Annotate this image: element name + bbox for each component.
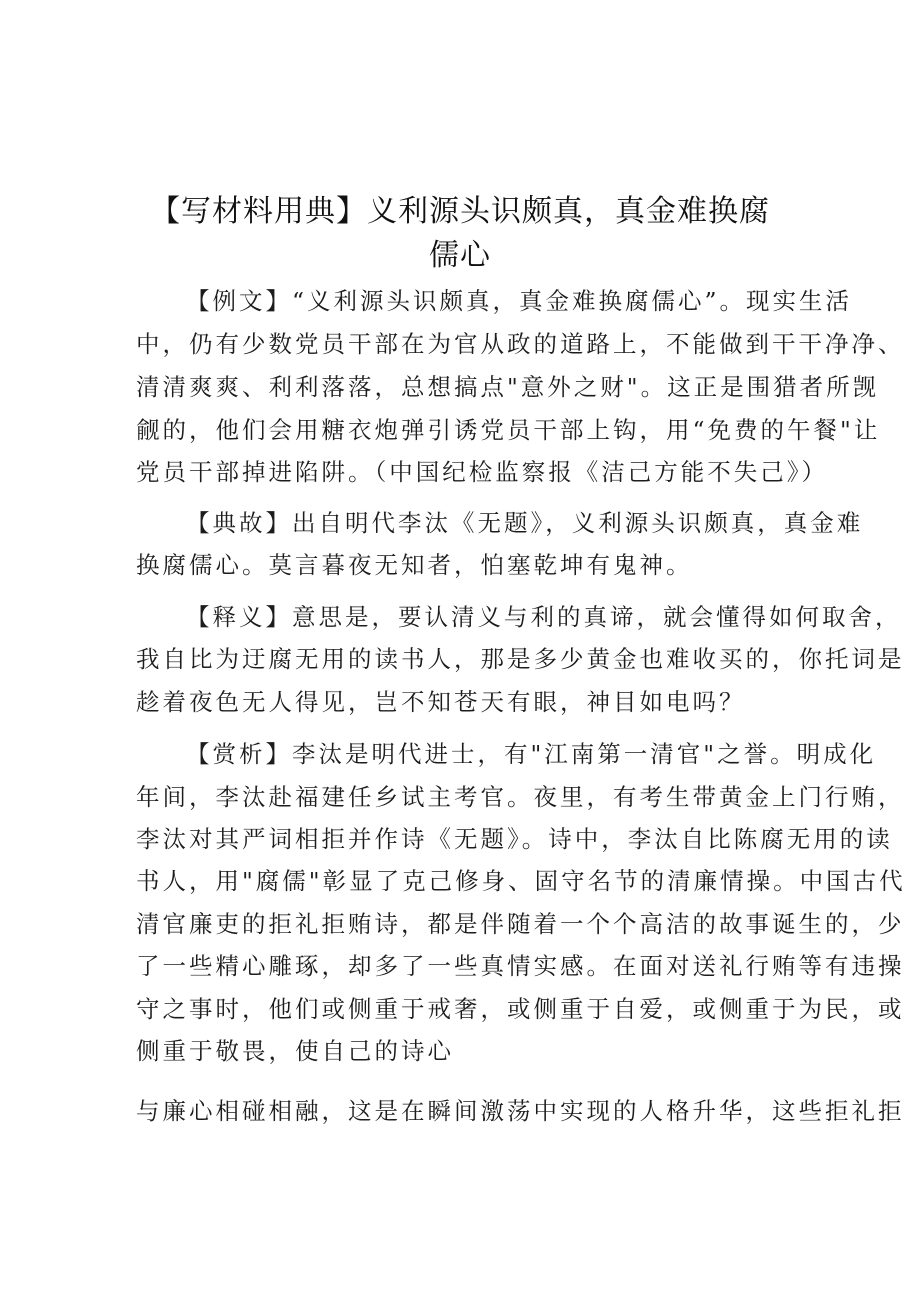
paragraph-line: 我自比为迂腐无用的读书人，那是多少黄金也难收买的，你托词是 [136, 645, 905, 673]
paragraph-line: 【例文】“义利源头识颇真，真金难换腐儒心”。现实生活 [186, 287, 853, 315]
document-title-line-2: 儒心 [429, 238, 491, 273]
document-title-line-1: 【写材料用典】义利源头识颇真，真金难换腐 [150, 194, 770, 229]
paragraph-line: 年间，李汰赴福建任乡试主考官。夜里，有考生带黄金上门行贿， [136, 783, 905, 811]
paragraph-line: 清清爽爽、利利落落，总想搞点"意外之财"。这正是围猎者所觊 [136, 373, 880, 401]
paragraph-line: 换腐儒心。莫言暮夜无知者，怕塞乾坤有鬼神。 [136, 551, 693, 579]
paragraph-line: 【赏析】李汰是明代进士，有"江南第一清官"之誉。明成化 [186, 740, 877, 768]
paragraph-line: 党员干部掉进陷阱。（中国纪检监察报《洁己方能不失己》） [136, 458, 828, 486]
paragraph-line: 中，仍有少数党员干部在为官从政的道路上，不能做到干干净净、 [136, 330, 905, 358]
paragraph-line: 清官廉吏的拒礼拒贿诗，都是伴随着一个个高洁的故事诞生的，少 [136, 910, 905, 938]
paragraph-line: 【释义】意思是，要认清义与利的真谛，就会懂得如何取舍， [186, 603, 902, 631]
paragraph-line: 了一些精心雕琢，却多了一些真情实感。在面对送礼行贿等有违操 [136, 952, 905, 980]
paragraph-line: 与廉心相碰相融，这是在瞬间激荡中实现的人格升华，这些拒礼拒 [136, 1097, 905, 1125]
paragraph-line: 觎的，他们会用糖衣炮弹引诱党员干部上钩，用“免费的午餐"让 [136, 416, 881, 444]
paragraph-line: 守之事时，他们或侧重于戒奢，或侧重于自爱，或侧重于为民，或 [136, 995, 905, 1023]
paragraph-line: 【典故】出自明代李汰《无题》，义利源头识颇真，真金难 [186, 509, 864, 537]
paragraph-line: 李汰对其严词相拒并作诗《无题》。诗中，李汰自比陈腐无用的读 [136, 825, 893, 853]
paragraph-line: 趁着夜色无人得见，岂不知苍天有眼，神目如电吗？ [136, 688, 746, 716]
paragraph-line: 侧重于敬畏，使自己的诗心 [136, 1037, 454, 1065]
paragraph-line: 书人，用"腐儒"彰显了克己修身、固守名节的清廉情操。中国古代 [136, 867, 906, 895]
